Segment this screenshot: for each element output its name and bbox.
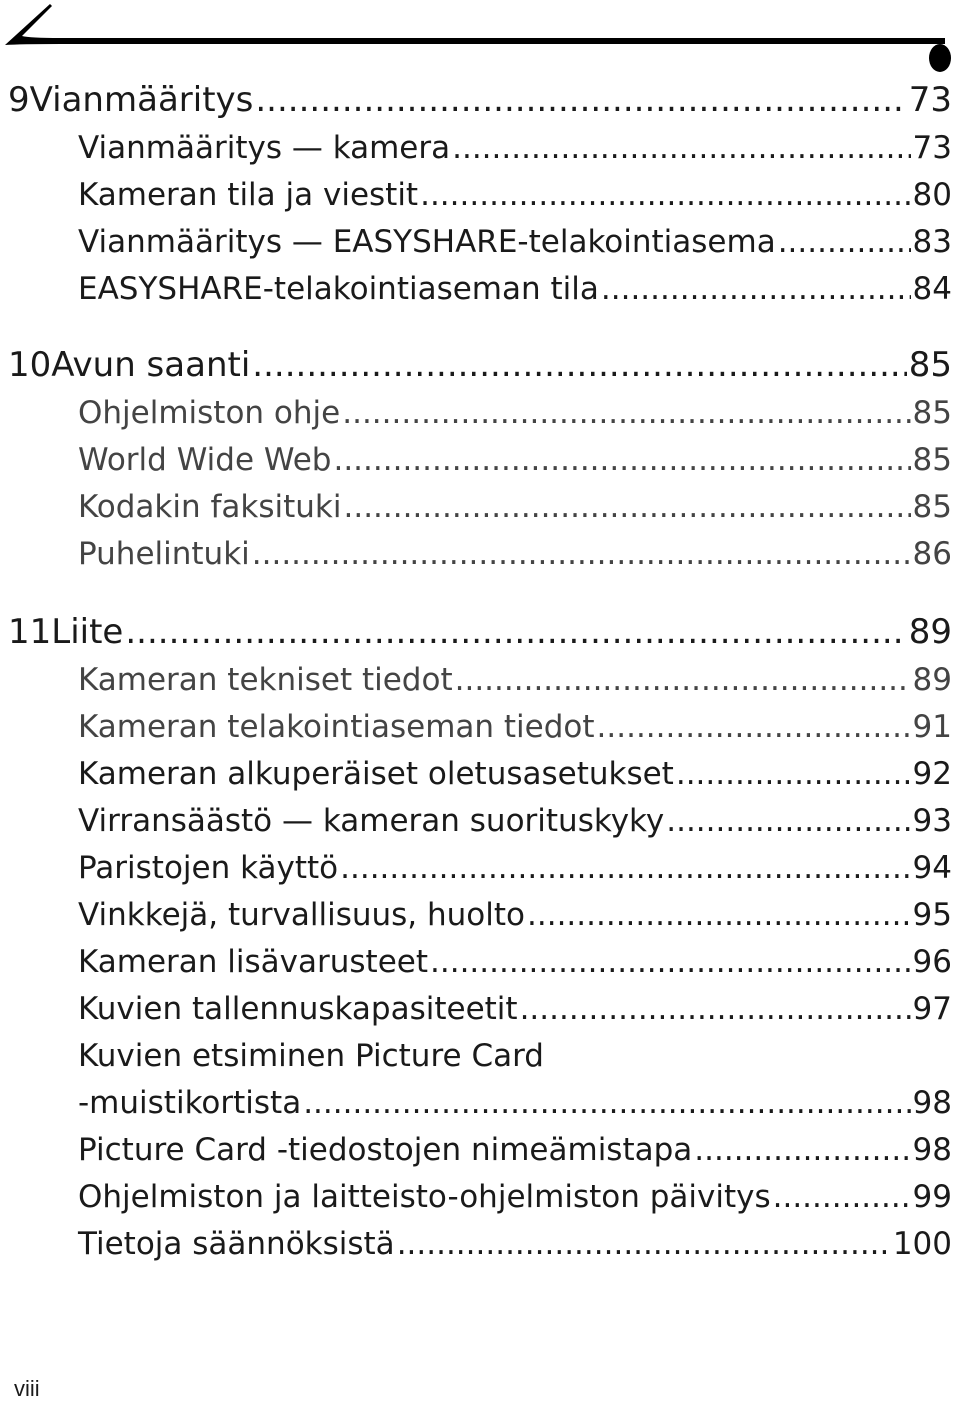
- page-number: 98: [912, 1132, 952, 1168]
- item-title: Puhelintuki: [78, 536, 250, 572]
- toc-item[interactable]: [78, 1226, 952, 1262]
- item-title: Kameran tila ja viestit: [78, 177, 419, 213]
- toc-item[interactable]: [78, 395, 952, 431]
- dot-leader: [666, 803, 910, 839]
- page-number: 89: [912, 662, 952, 698]
- dot-leader: [420, 177, 910, 213]
- page-number: 80: [912, 177, 952, 213]
- toc-chapter-10[interactable]: [8, 345, 952, 385]
- chapter-number: 10: [8, 345, 52, 385]
- page-number: 89: [908, 612, 952, 652]
- page-number: 92: [912, 756, 952, 792]
- toc-chapter-9[interactable]: [8, 80, 952, 120]
- dot-leader: [333, 442, 910, 478]
- dot-leader: [778, 224, 911, 260]
- item-title: Virransäästö — kameran suorituskyky: [78, 803, 665, 839]
- dot-leader: [125, 612, 906, 652]
- dot-leader: [773, 1179, 911, 1215]
- item-title: Kodakin faksituki: [78, 489, 342, 525]
- toc-item[interactable]: [78, 1179, 952, 1215]
- dot-leader: [527, 897, 911, 933]
- toc-item[interactable]: [78, 489, 952, 525]
- item-title: Kameran alkuperäiset oletusasetukset: [78, 756, 674, 792]
- page-number: 73: [912, 130, 952, 166]
- item-title: Ohjelmiston ja laitteisto-ohjelmiston päivitys: [78, 1179, 771, 1215]
- dot-leader: [340, 850, 910, 886]
- chapter-title: Vianmääritys: [29, 80, 254, 120]
- dot-leader: [255, 80, 906, 120]
- dot-leader: [601, 271, 911, 307]
- item-title: Picture Card -tiedostojen nimeämistapa: [78, 1132, 693, 1168]
- toc-item[interactable]: [78, 756, 952, 792]
- page-number: 100: [892, 1226, 952, 1262]
- dot-leader: [252, 536, 911, 572]
- item-title: EASYSHARE-telakointiaseman tila: [78, 271, 599, 307]
- item-title: -muistikortista: [78, 1085, 302, 1121]
- dot-leader: [694, 1132, 910, 1168]
- dot-leader: [397, 1226, 891, 1262]
- dot-leader: [344, 489, 911, 525]
- page-number: 83: [912, 224, 952, 260]
- toc-item[interactable]: [78, 536, 952, 572]
- header-swoosh-dot: [929, 44, 951, 72]
- dot-leader: [452, 130, 910, 166]
- dot-leader: [252, 345, 906, 385]
- item-title: Vianmääritys — EASYSHARE-telakointiasema: [78, 224, 776, 260]
- toc-item[interactable]: [78, 662, 952, 698]
- toc-item-title-line[interactable]: Kuvien etsiminen Picture Card: [78, 1038, 544, 1074]
- chapter-number: 9: [8, 80, 30, 120]
- toc-item[interactable]: [78, 850, 952, 886]
- toc-item[interactable]: [78, 944, 952, 980]
- page-number: 85: [908, 345, 952, 385]
- dot-leader: [676, 756, 911, 792]
- dot-leader: [303, 1085, 910, 1121]
- page-number: 85: [912, 395, 952, 431]
- item-title: World Wide Web: [78, 442, 332, 478]
- dot-leader: [520, 991, 911, 1027]
- dot-leader: [455, 662, 911, 698]
- item-title: Kameran tekniset tiedot: [78, 662, 453, 698]
- page-number: 91: [912, 709, 952, 745]
- item-title: Vinkkejä, turvallisuus, huolto: [78, 897, 526, 933]
- chapter-number: 11: [8, 612, 52, 652]
- toc-item[interactable]: [78, 130, 952, 166]
- item-title: Kameran lisävarusteet: [78, 944, 429, 980]
- toc-item[interactable]: [78, 991, 952, 1027]
- page-number: 85: [912, 442, 952, 478]
- chapter-title: Liite: [51, 612, 124, 652]
- toc-item[interactable]: [78, 1085, 952, 1121]
- page-number: 98: [912, 1085, 952, 1121]
- page-number: 86: [912, 536, 952, 572]
- item-title: Kameran telakointiaseman tiedot: [78, 709, 595, 745]
- item-title: Paristojen käyttö: [78, 850, 339, 886]
- header-swoosh: [0, 0, 960, 75]
- dot-leader: [597, 709, 911, 745]
- toc-item[interactable]: [78, 709, 952, 745]
- page-number: 94: [912, 850, 952, 886]
- toc-item[interactable]: [78, 177, 952, 213]
- toc-item[interactable]: [78, 271, 952, 307]
- toc-item[interactable]: [78, 1132, 952, 1168]
- toc-item[interactable]: [78, 442, 952, 478]
- toc-item[interactable]: [78, 897, 952, 933]
- toc-item[interactable]: [78, 803, 952, 839]
- chapter-title: Avun saanti: [51, 345, 251, 385]
- page-number: 95: [912, 897, 952, 933]
- footer-page-number: viii: [14, 1376, 40, 1401]
- page-number: 93: [912, 803, 952, 839]
- page-number: 99: [912, 1179, 952, 1215]
- page-number: 85: [912, 489, 952, 525]
- item-title: Vianmääritys — kamera: [78, 130, 451, 166]
- header-swoosh-curve: [5, 4, 945, 45]
- page-number: 84: [912, 271, 952, 307]
- item-title: Kuvien tallennuskapasiteetit: [78, 991, 518, 1027]
- item-title: Tietoja säännöksistä: [78, 1226, 395, 1262]
- page-number: 73: [908, 80, 952, 120]
- page-number: 96: [912, 944, 952, 980]
- dot-leader: [342, 395, 910, 431]
- page-number: 97: [912, 991, 952, 1027]
- dot-leader: [430, 944, 911, 980]
- toc-chapter-11[interactable]: [8, 612, 952, 652]
- toc-item[interactable]: [78, 224, 952, 260]
- item-title: Ohjelmiston ohje: [78, 395, 341, 431]
